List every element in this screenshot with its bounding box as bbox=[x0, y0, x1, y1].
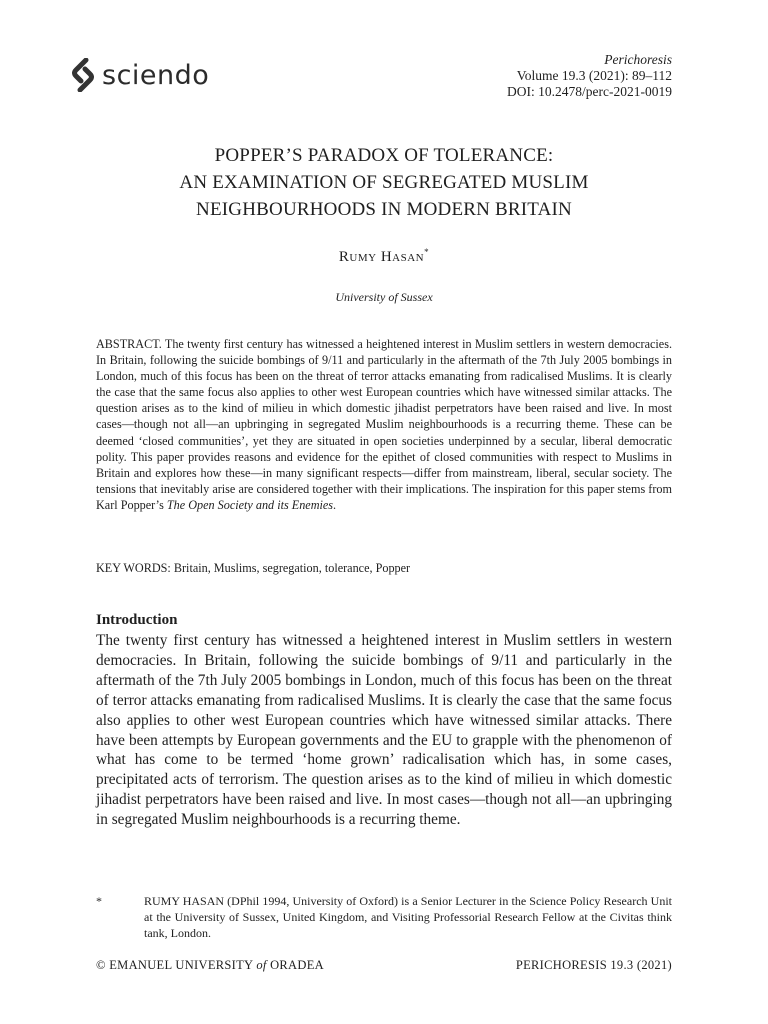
footer-journal: PERICHORESIS 19.3 (2021) bbox=[515, 958, 672, 972]
footer-copyright-pre: © EMANUEL UNIVERSITY bbox=[96, 958, 257, 972]
sciendo-logo-icon bbox=[72, 58, 94, 92]
intro-paragraph: The twenty first century has witnessed a heightened interest in Muslim settlers in western democracies. In Britain, following the suicide bombings of 9/11 and particularly in the aftermath of the 7th July 2005 bombings in London, much of this focus has been on the threat of terror attacks emanating from radicalised Muslims. It is clearly the case that the same focus also applies to other west European countries which have witnessed similar attacks. There have been attempts by European governments and the EU to grapple with the phenomenon of what has come to be termed ‘home grown’ radicalisation which has, in some cases, precipitated acts of terrorism. The question arises as to the kind of milieu in which domestic jihadist perpetrators have been raised and live. In most cases—though not all—an upbringing in segregated Muslim neighbourhoods is a recurring theme. bbox=[96, 632, 672, 829]
journal-volume: Volume 19.3 (2021): 89–112 bbox=[516, 68, 672, 83]
author-name bbox=[96, 247, 672, 266]
title-line: AN EXAMINATION OF SEGREGATED MUSLIM bbox=[179, 172, 589, 193]
section-heading: Introduction bbox=[96, 612, 178, 628]
title-line: NEIGHBOURHOODS IN MODERN BRITAIN bbox=[196, 199, 572, 220]
footer-copyright-of: of bbox=[256, 958, 267, 972]
journal-metadata bbox=[507, 52, 672, 100]
keywords: KEY WORDS: Britain, Muslims, segregation, tolerance, Popper bbox=[96, 561, 411, 575]
journal-doi: DOI: 10.2478/perc-2021-0019 bbox=[507, 84, 672, 99]
abstract bbox=[96, 336, 672, 513]
journal-name: Perichoresis bbox=[604, 52, 672, 67]
abstract-book-title: The Open Society and its Enemies bbox=[166, 497, 334, 512]
footnote bbox=[96, 893, 672, 942]
footnote-mark: * bbox=[96, 894, 102, 908]
abstract-end: . bbox=[333, 497, 337, 512]
author-name-text: Rumy Hasan bbox=[338, 249, 425, 265]
abstract-text: ABSTRACT. The twenty first century has witnessed a heightened interest in Muslim settlers in western democracies. In Britain, following the suicide bombings of 9/11 and particularly in the aftermath of the 7th July 2005 bombings in London, much of this focus has been on the threat of terror attacks emanating from radicalised Muslims. It is clearly the case that the same focus also applies to other west European countries which have witnessed similar attacks. The question arises as to the kind of milieu in which domestic jihadist perpetrators have been raised and live. In most cases—though not all—an upbringing in segregated Muslim neighbourhoods is a recurring theme. These can be deemed ‘closed communities’, yet they are situated in open societies underpinned by a secular, liberal democratic polity. This paper provides reasons and evidence for the epithet of closed communities with respect to Muslims in Britain and explores how these—in many significant respects—differ from mainstream, liberal, secular society. The tensions that inevitably arise are considered together with their implications. The inspiration for this paper stems from Karl Popper’s bbox=[96, 337, 672, 512]
author-footnote-mark: * bbox=[424, 247, 430, 257]
page-footer bbox=[96, 958, 672, 973]
article-title bbox=[96, 142, 672, 223]
footer-copyright-post: ORADEA bbox=[266, 958, 324, 972]
footer-copyright bbox=[96, 958, 324, 973]
title-line: POPPER’S PARADOX OF TOLERANCE: bbox=[214, 145, 554, 166]
footnote-text: RUMY HASAN (DPhil 1994, University of Oxford) is a Senior Lecturer in the Science Policy Research Unit at the University of Sussex, United Kingdom, and Visiting Professorial Research Fellow at the Civitas think tank, London. bbox=[144, 894, 672, 941]
publisher-logo bbox=[72, 58, 209, 92]
logo-text: sciendo bbox=[102, 59, 210, 91]
author-affiliation: University of Sussex bbox=[335, 290, 433, 304]
